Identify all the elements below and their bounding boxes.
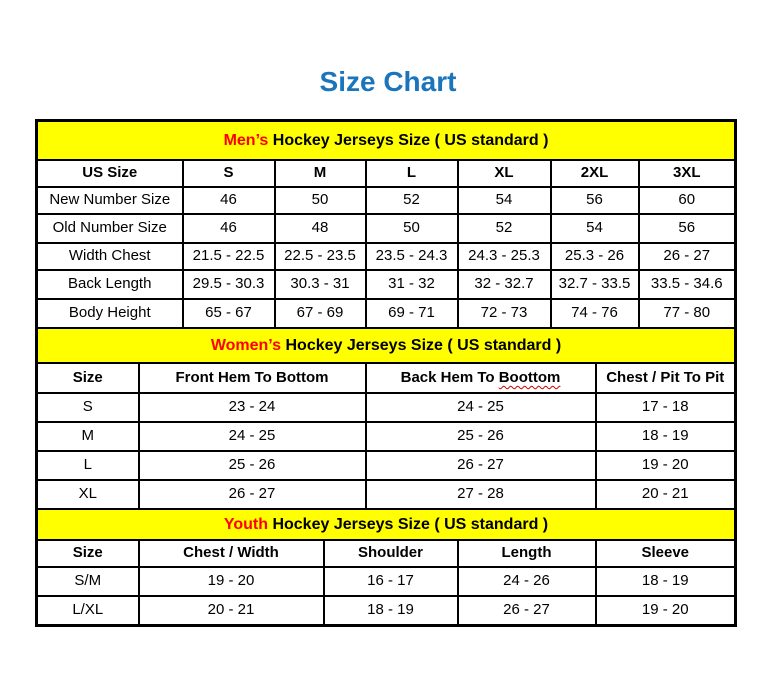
mens-section-title xyxy=(37,121,736,161)
youth-section-title xyxy=(37,509,736,540)
column-header: Sleeve xyxy=(596,540,736,567)
cell: 32 - 32.7 xyxy=(458,270,551,299)
cell: 27 - 28 xyxy=(366,480,596,509)
row-label: M xyxy=(37,422,139,451)
page-title: Size Chart xyxy=(319,66,457,97)
cell: 48 xyxy=(275,214,366,243)
column-header: Chest / Width xyxy=(139,540,324,567)
row-label: New Number Size xyxy=(37,187,183,214)
cell: 18 - 19 xyxy=(596,422,736,451)
row-label: Width Chest xyxy=(37,243,183,270)
table-row xyxy=(37,422,736,451)
cell: 26 - 27 xyxy=(366,451,596,480)
cell: 60 xyxy=(639,187,736,214)
row-label: S xyxy=(37,393,139,422)
womens-title-rest: Hockey Jerseys Size ( US standard ) xyxy=(281,336,562,354)
cell: 29.5 - 30.3 xyxy=(183,270,275,299)
table-row xyxy=(37,480,736,509)
mens-title-highlight: Men’s xyxy=(223,131,269,149)
row-label: L/XL xyxy=(37,596,139,626)
table-row xyxy=(37,270,736,299)
cell: 32.7 - 33.5 xyxy=(551,270,639,299)
column-header: 3XL xyxy=(639,160,736,187)
column-header: Front Hem To Bottom xyxy=(139,363,366,393)
size-chart-table xyxy=(35,119,737,627)
cell: 23 - 24 xyxy=(139,393,366,422)
youth-title-rest: Hockey Jerseys Size ( US standard ) xyxy=(268,515,549,533)
table-row xyxy=(37,451,736,480)
column-header-misspelled xyxy=(366,363,596,393)
column-header: US Size xyxy=(37,160,183,187)
cell: 74 - 76 xyxy=(551,299,639,328)
cell: 24 - 26 xyxy=(458,567,596,596)
cell: 54 xyxy=(551,214,639,243)
column-header: Chest / Pit To Pit xyxy=(596,363,736,393)
mens-title-rest: Hockey Jerseys Size ( US standard ) xyxy=(268,131,549,149)
cell: 52 xyxy=(366,187,458,214)
cell: 54 xyxy=(458,187,551,214)
cell: 50 xyxy=(366,214,458,243)
cell: 26 - 27 xyxy=(458,596,596,626)
cell: 23.5 - 24.3 xyxy=(366,243,458,270)
back-hem-prefix: Back Hem To xyxy=(400,368,499,386)
table-row xyxy=(37,393,736,422)
column-header: Size xyxy=(37,540,139,567)
row-label: Old Number Size xyxy=(37,214,183,243)
cell: 31 - 32 xyxy=(366,270,458,299)
womens-header-row xyxy=(37,363,736,393)
cell: 50 xyxy=(275,187,366,214)
cell: 18 - 19 xyxy=(324,596,458,626)
cell: 22.5 - 23.5 xyxy=(275,243,366,270)
cell: 26 - 27 xyxy=(639,243,736,270)
womens-section-banner xyxy=(37,328,736,363)
cell: 69 - 71 xyxy=(366,299,458,328)
table-row xyxy=(37,187,736,214)
cell: 20 - 21 xyxy=(139,596,324,626)
column-header: 2XL xyxy=(551,160,639,187)
cell: 18 - 19 xyxy=(596,567,736,596)
size-chart xyxy=(35,119,737,627)
cell: 67 - 69 xyxy=(275,299,366,328)
table-row xyxy=(37,567,736,596)
table-row xyxy=(37,214,736,243)
youth-section-banner xyxy=(37,509,736,540)
cell: 56 xyxy=(639,214,736,243)
cell: 19 - 20 xyxy=(596,451,736,480)
table-row xyxy=(37,299,736,328)
column-header: XL xyxy=(458,160,551,187)
womens-title-highlight: Women’s xyxy=(210,336,282,354)
row-label: XL xyxy=(37,480,139,509)
column-header: Size xyxy=(37,363,139,393)
column-header: S xyxy=(183,160,275,187)
column-header: L xyxy=(366,160,458,187)
cell: 46 xyxy=(183,214,275,243)
column-header: Length xyxy=(458,540,596,567)
cell: 17 - 18 xyxy=(596,393,736,422)
cell: 20 - 21 xyxy=(596,480,736,509)
cell: 24 - 25 xyxy=(366,393,596,422)
mens-header-row xyxy=(37,160,736,187)
table-row xyxy=(37,596,736,626)
cell: 52 xyxy=(458,214,551,243)
cell: 30.3 - 31 xyxy=(275,270,366,299)
cell: 26 - 27 xyxy=(139,480,366,509)
cell: 25 - 26 xyxy=(366,422,596,451)
cell: 21.5 - 22.5 xyxy=(183,243,275,270)
column-header: M xyxy=(275,160,366,187)
cell: 46 xyxy=(183,187,275,214)
cell: 24 - 25 xyxy=(139,422,366,451)
column-header: Shoulder xyxy=(324,540,458,567)
row-label: Body Height xyxy=(37,299,183,328)
cell: 25 - 26 xyxy=(139,451,366,480)
cell: 19 - 20 xyxy=(139,567,324,596)
mens-section-banner xyxy=(37,121,736,161)
row-label: S/M xyxy=(37,567,139,596)
cell: 19 - 20 xyxy=(596,596,736,626)
womens-section-title xyxy=(37,328,736,363)
cell: 72 - 73 xyxy=(458,299,551,328)
cell: 77 - 80 xyxy=(639,299,736,328)
youth-title-highlight: Youth xyxy=(223,515,268,533)
row-label: Back Length xyxy=(37,270,183,299)
cell: 16 - 17 xyxy=(324,567,458,596)
row-label: L xyxy=(37,451,139,480)
cell: 56 xyxy=(551,187,639,214)
back-hem-misspelled-word: Boottom xyxy=(498,368,561,386)
cell: 65 - 67 xyxy=(183,299,275,328)
youth-header-row xyxy=(37,540,736,567)
table-row xyxy=(37,243,736,270)
cell: 25.3 - 26 xyxy=(551,243,639,270)
cell: 24.3 - 25.3 xyxy=(458,243,551,270)
cell: 33.5 - 34.6 xyxy=(639,270,736,299)
